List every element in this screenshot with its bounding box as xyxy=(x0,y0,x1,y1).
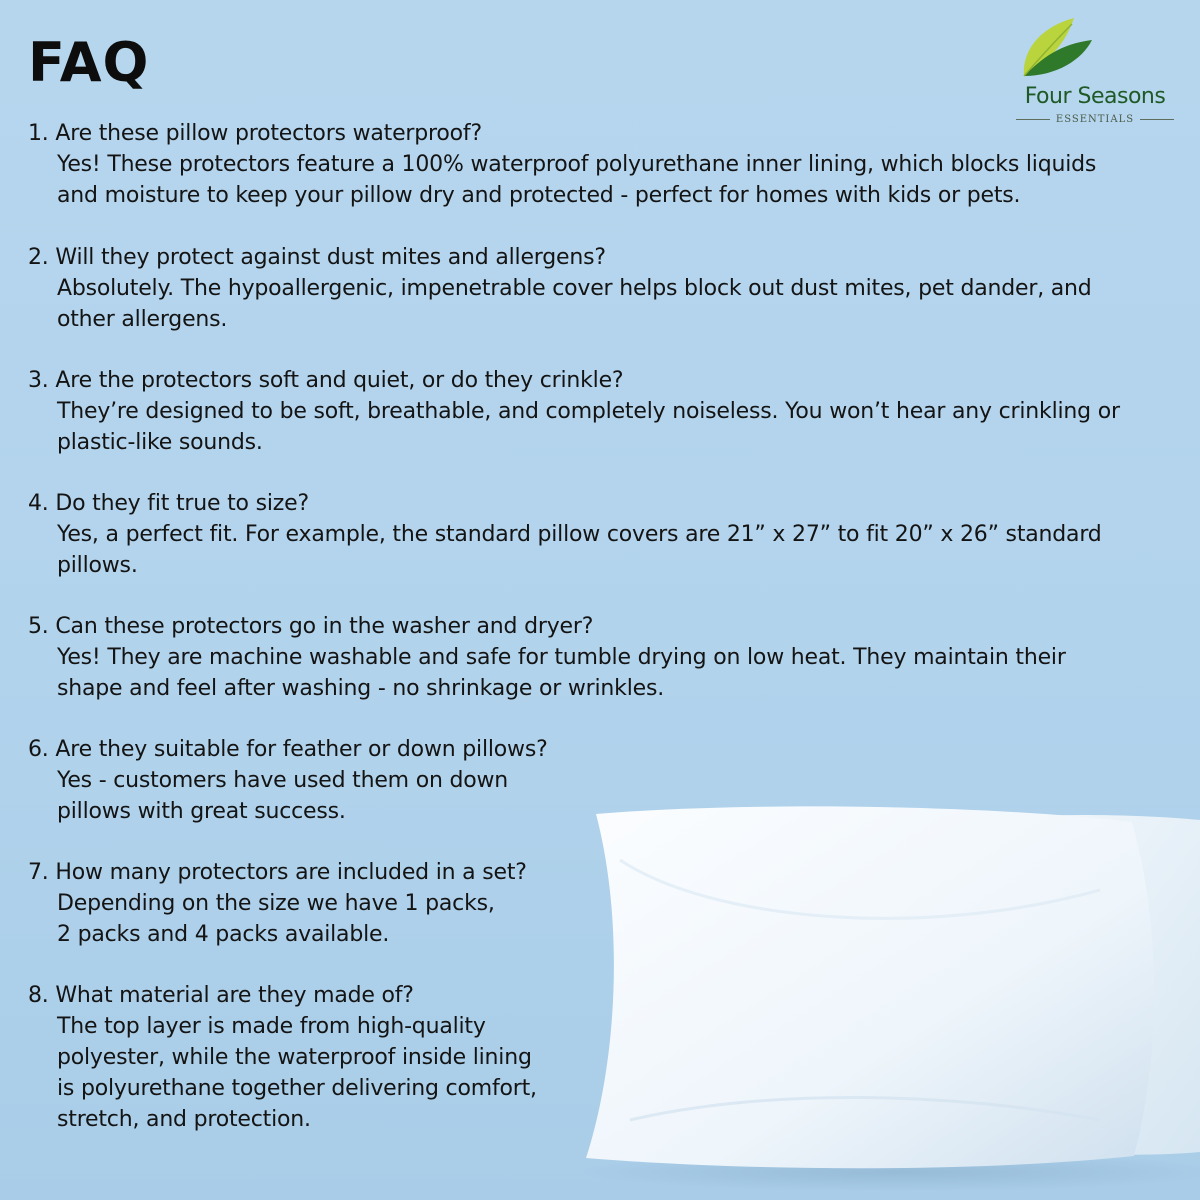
faq-question: 7. How many protectors are included in a set? xyxy=(28,860,527,885)
faq-answer: Yes - customers have used them on down pillows with great success. xyxy=(57,768,509,824)
brand-name: Four Seasons xyxy=(1024,84,1166,109)
brand-logo xyxy=(1002,14,1188,125)
faq-answer: Yes! They are machine washable and safe for tumble drying on low heat. They maintain their shape and feel after washing - no shrinkage or wrinkles. xyxy=(57,645,1066,701)
faq-question: 5. Can these protectors go in the washer and dryer? xyxy=(28,614,594,639)
faq-answer: Yes, a perfect fit. For example, the standard pillow covers are 21” x 27” to fit 20” x 26” standard pillows. xyxy=(57,522,1102,578)
faq-question: 6. Are they suitable for feather or down pillows? xyxy=(28,737,548,762)
brand-subtitle: ESSENTIALS xyxy=(1055,113,1135,125)
faq-question: 4. Do they fit true to size? xyxy=(28,491,309,516)
pillows-image xyxy=(560,800,1200,1190)
faq-answer: Yes! These protectors feature a 100% waterproof polyurethane inner lining, which blocks liquids and moisture to keep your pillow dry and protected - perfect for homes with kids or pets. xyxy=(57,152,1097,208)
faq-question: 1. Are these pillow protectors waterproof? xyxy=(28,121,482,146)
faq-item xyxy=(28,365,1193,488)
faq-answer: Depending on the size we have 1 packs, 2 packs and 4 packs available. xyxy=(57,891,495,947)
faq-item xyxy=(28,242,1193,365)
faq-question: 3. Are the protectors soft and quiet, or do they crinkle? xyxy=(28,368,624,393)
leaf-icon xyxy=(1016,14,1094,86)
faq-item xyxy=(28,118,1193,242)
page-title: FAQ xyxy=(28,31,150,94)
faq-item xyxy=(28,611,1193,734)
faq-answer: The top layer is made from high-quality polyester, while the waterproof inside lining is polyurethane together delivering comfort, stretch, and protection. xyxy=(57,1014,537,1132)
faq-item xyxy=(28,488,1193,611)
faq-answer: Absolutely. The hypoallergenic, impenetrable cover helps block out dust mites, pet dander, and other allergens. xyxy=(57,276,1092,332)
faq-question: 2. Will they protect against dust mites and allergens? xyxy=(28,245,606,270)
faq-question: 8. What material are they made of? xyxy=(28,983,414,1008)
faq-answer: They’re designed to be soft, breathable, and completely noiseless. You won’t hear any crinkling or plastic-like sounds. xyxy=(57,399,1120,455)
